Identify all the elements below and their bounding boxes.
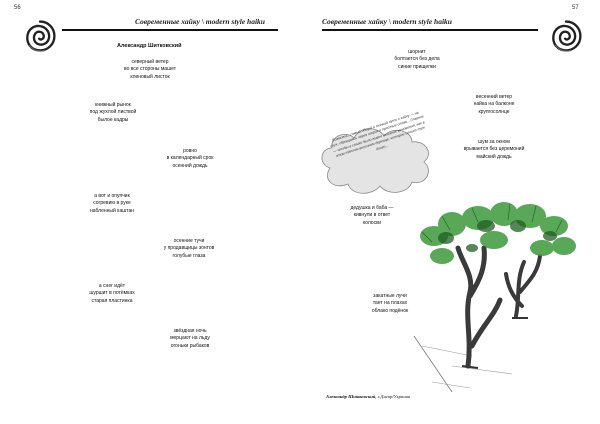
haiku-left-1: северный ветер во все стороны машет кленовый листок xyxy=(124,59,176,80)
tree-illustration xyxy=(412,196,580,392)
haiku-right-5: закатные лучи тает на плахах облако подёнок xyxy=(371,293,409,314)
spiral-shell-icon xyxy=(22,18,58,54)
header-rule-right xyxy=(322,29,538,31)
haiku-right-2: весенний ветер найка на балконе крупгосолнце xyxy=(473,94,515,115)
page-number-left: 56 xyxy=(14,5,21,11)
haiku-right-3: шум за окном врывается без церемоний майский дождь xyxy=(463,139,525,160)
running-header-right: Современные хайку \ modern style haiku xyxy=(322,17,452,26)
spiral-shell-icon xyxy=(548,18,584,54)
header-rule-left xyxy=(62,29,278,31)
haiku-left-6: а снег идёт шуршит в потёмках старая пластинка xyxy=(89,283,135,304)
page-number-right: 57 xyxy=(572,5,579,11)
haiku-left-7: звёздная ночь мерцают на льду огоньки рыбаков xyxy=(170,328,210,349)
author-name: Александр Шитковский xyxy=(117,43,182,49)
cloud-text: Возможно, самый общий и тонкий путь к хайку — на слух, обращаясь через шорох и простые слова... Главное — чтобы в стихе было живое дыхание мгновения, как в этом тёплом весеннем деревце, которое стоит тут долго... xyxy=(329,110,426,159)
haiku-left-2: книжный рынок под жухлой листвой былое кадры xyxy=(89,102,137,123)
haiku-left-5: осенние тучи у продавщицы зонтов голубые глаза xyxy=(163,238,215,259)
running-header-left: Современные хайку \ modern style haiku xyxy=(135,17,265,26)
haiku-right-4: дедушка и баба — кивнули в ответ колоски xyxy=(350,205,394,226)
haiku-right-1: шорнит болтается без дела синие прищепки xyxy=(394,49,440,70)
illustration-credit: Александр Шитковский, г.Днепр/Украина xyxy=(326,394,411,399)
haiku-left-4: а вот и опупчик согревию в руке набленный каштан xyxy=(89,193,135,214)
haiku-left-3: ровно в календарный срок осенний дождь xyxy=(166,148,214,169)
